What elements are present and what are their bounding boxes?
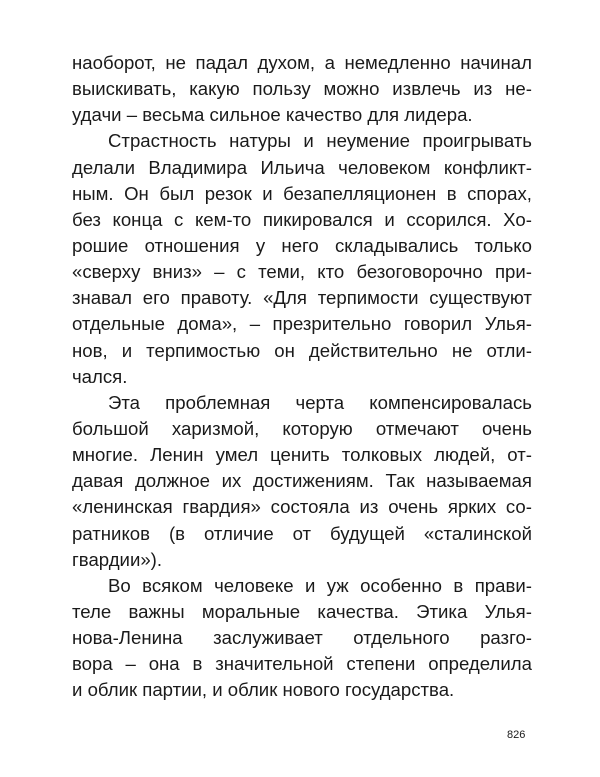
word: называемая	[426, 470, 532, 492]
text-line	[72, 364, 532, 390]
word: весьма	[142, 104, 210, 126]
word: кто	[317, 261, 345, 283]
word: «сталинской	[423, 522, 532, 544]
word: можно	[323, 78, 380, 100]
word: безапелляционен	[283, 182, 437, 204]
word: и	[262, 182, 273, 204]
word: отличие	[203, 522, 274, 544]
word: падал	[195, 52, 248, 73]
word: спорах,	[467, 182, 532, 204]
word: конфликт-	[443, 156, 532, 178]
word: вора	[72, 653, 113, 675]
word: и	[72, 679, 88, 701]
text-line	[72, 128, 532, 154]
word: рошие	[72, 234, 129, 256]
word: при-	[494, 261, 532, 283]
word: облик	[87, 679, 143, 701]
word: «Для	[263, 287, 307, 309]
word: черта	[295, 391, 345, 413]
word: гвардии»).	[72, 548, 163, 570]
word: говорил	[403, 313, 473, 335]
word: пикировался	[262, 208, 373, 230]
text-line	[72, 155, 532, 181]
word: большой	[72, 417, 149, 439]
text-line	[72, 181, 532, 207]
word: проблемная	[165, 391, 271, 413]
word: определила	[428, 653, 532, 675]
word: со-	[505, 496, 532, 518]
word: Эта	[108, 391, 141, 413]
word: харизмой,	[171, 417, 260, 439]
word: в	[192, 653, 203, 675]
word: у	[255, 234, 266, 256]
word: нового	[282, 679, 345, 701]
text-line	[72, 521, 532, 547]
word: и	[305, 574, 316, 596]
word: Ленин	[150, 444, 204, 466]
word: Владимира	[148, 156, 248, 178]
word: состояла	[270, 496, 350, 518]
word: значительной	[215, 653, 334, 675]
word: делали	[72, 156, 135, 178]
word: их	[221, 470, 242, 492]
word: разго-	[480, 627, 532, 649]
text-line	[72, 311, 532, 337]
word: складывались	[335, 234, 459, 256]
word: его	[142, 287, 170, 309]
text-line	[72, 494, 532, 520]
word: –	[214, 261, 225, 283]
word: важны	[128, 600, 185, 622]
word: выискивать,	[72, 78, 177, 100]
word: натуры	[229, 130, 291, 152]
word: конца	[112, 208, 163, 230]
word: государства.	[345, 679, 455, 701]
word: не	[165, 52, 186, 73]
word: отли-	[486, 339, 532, 361]
word: «сверху	[72, 261, 141, 283]
word: а	[324, 52, 335, 73]
word: умел	[215, 444, 259, 466]
word: правоту.	[180, 287, 253, 309]
word: и	[121, 339, 133, 361]
word: отмечают	[375, 417, 459, 439]
word: –	[126, 104, 143, 126]
page-number: 826	[507, 729, 526, 741]
word: не-	[505, 78, 532, 100]
text-line	[72, 573, 532, 599]
word: с	[236, 261, 246, 283]
word: давая	[72, 470, 124, 492]
word: Он	[124, 182, 149, 204]
word: знавал	[72, 287, 132, 309]
word: ратников	[72, 522, 151, 544]
word: безоговорочно	[356, 261, 483, 283]
text-line	[72, 625, 532, 651]
word: чался.	[72, 365, 128, 387]
word: степени	[346, 653, 416, 675]
word: уж	[326, 574, 349, 596]
word: терпимостью	[146, 339, 261, 361]
word: человеком	[338, 156, 431, 178]
word: он	[274, 339, 295, 361]
word: наоборот,	[72, 52, 156, 73]
word: существуют	[429, 287, 532, 309]
word: с	[174, 208, 184, 230]
word: Во	[108, 574, 131, 596]
word: которую	[282, 417, 353, 439]
word: извлечь	[392, 78, 461, 100]
word: был	[159, 182, 195, 204]
word: очень	[482, 417, 532, 439]
text-line	[72, 233, 532, 259]
text-line	[72, 651, 532, 677]
word: –	[249, 313, 261, 335]
word: только	[474, 234, 532, 256]
text-line	[72, 338, 532, 364]
word: многие.	[72, 444, 139, 466]
text-line	[72, 76, 532, 102]
word: теле	[72, 600, 112, 622]
word: в	[453, 574, 464, 596]
word: «ленинская	[72, 496, 173, 518]
text-line	[72, 207, 532, 233]
word: Улья-	[484, 600, 532, 622]
word: и	[303, 130, 314, 152]
word: человеке	[214, 574, 294, 596]
text-line	[72, 599, 532, 625]
word: из	[473, 78, 493, 100]
word: действительно	[308, 339, 438, 361]
word: партии,	[142, 679, 213, 701]
word: достижениям.	[252, 470, 374, 492]
word: гвардия»	[182, 496, 261, 518]
word: от-	[507, 444, 532, 466]
word: нова-Ленина	[72, 627, 183, 649]
word: заслуживает	[213, 627, 323, 649]
word: Улья-	[484, 313, 532, 335]
word: –	[125, 653, 136, 675]
word: резок	[204, 182, 252, 204]
text-line	[72, 285, 532, 311]
word: ценить	[270, 444, 330, 466]
text-line	[72, 468, 532, 494]
word: будущей	[330, 522, 405, 544]
paragraph	[72, 390, 532, 573]
word: особенно	[360, 574, 443, 596]
word: качества.	[317, 600, 399, 622]
word: толковых	[341, 444, 423, 466]
word: и	[384, 208, 395, 230]
word: нов,	[72, 339, 108, 361]
text-line	[72, 442, 532, 468]
word: (в	[168, 522, 186, 544]
word: прави-	[474, 574, 532, 596]
text-line	[72, 390, 532, 416]
paragraph	[72, 128, 532, 389]
word: она	[148, 653, 180, 675]
word: Ильича	[260, 156, 325, 178]
word: и	[212, 679, 228, 701]
text-line	[72, 102, 532, 128]
word: начинал	[460, 52, 532, 73]
word: удачи	[72, 104, 127, 126]
word: лидера.	[404, 104, 473, 126]
text-line	[72, 50, 532, 76]
word: людей,	[434, 444, 496, 466]
word: компенсировалась	[369, 391, 532, 413]
paragraph	[72, 50, 532, 128]
word: отдельного	[353, 627, 450, 649]
paragraph	[72, 573, 532, 704]
text-line	[72, 547, 532, 573]
word: всяком	[142, 574, 203, 596]
word: презрительно	[272, 313, 392, 335]
word: отношения	[144, 234, 240, 256]
word: терпимости	[317, 287, 419, 309]
word: Страстность	[108, 130, 217, 152]
word: из	[359, 496, 379, 518]
text-line	[72, 416, 532, 442]
body-text	[72, 50, 532, 704]
word: пользу	[252, 78, 311, 100]
word: Этика	[416, 600, 468, 622]
word: теми,	[258, 261, 306, 283]
word: для	[367, 104, 405, 126]
word: кем-то	[194, 208, 252, 230]
word: ярких	[447, 496, 497, 518]
word: Так	[385, 470, 415, 492]
word: ссорился.	[406, 208, 492, 230]
word: качество	[285, 104, 368, 126]
word: него	[281, 234, 319, 256]
word: духом,	[257, 52, 316, 73]
word: от	[292, 522, 312, 544]
text-line	[72, 677, 532, 703]
word: отдельные	[72, 313, 165, 335]
word: облик	[227, 679, 283, 701]
word: очень	[388, 496, 439, 518]
word: проигрывать	[422, 130, 532, 152]
word: Хо-	[503, 208, 532, 230]
word: моральные	[201, 600, 301, 622]
word: не	[451, 339, 473, 361]
word: вниз»	[152, 261, 202, 283]
word: должное	[134, 470, 210, 492]
word: сильное	[209, 104, 286, 126]
text-line	[72, 259, 532, 285]
word: немедленно	[344, 52, 451, 73]
word: дома»,	[177, 313, 238, 335]
word: неумение	[326, 130, 410, 152]
word: ным.	[72, 182, 114, 204]
word: какую	[189, 78, 240, 100]
word: без	[72, 208, 101, 230]
word: в	[446, 182, 457, 204]
